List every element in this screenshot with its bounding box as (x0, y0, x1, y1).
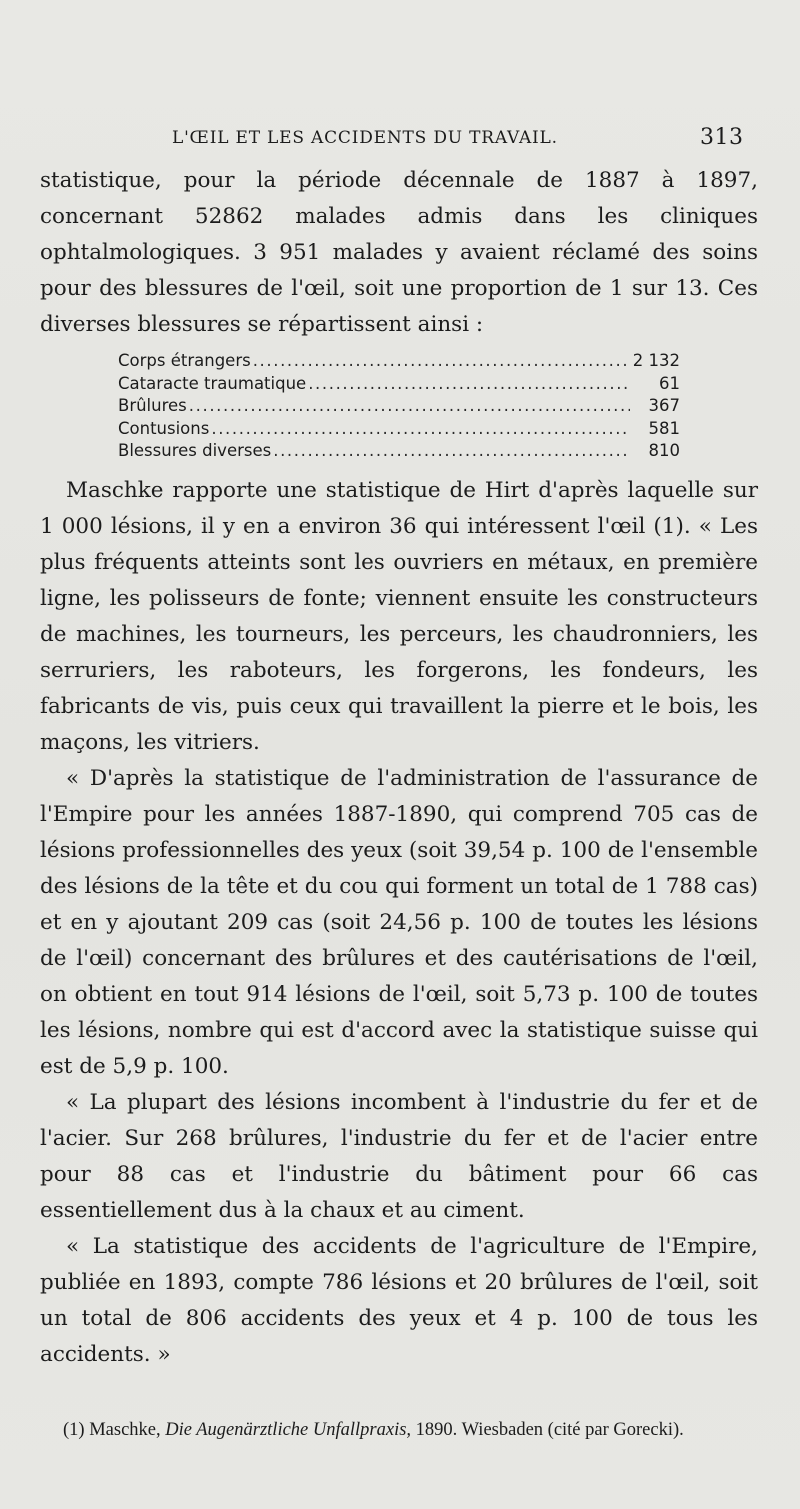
footnote-marker: (1) (63, 1420, 85, 1440)
running-title: L'ŒIL ET LES ACCIDENTS DU TRAVAIL. (172, 128, 558, 148)
footnote-rest: 1890. Wiesbaden (cité par Gorecki). (415, 1420, 684, 1440)
stat-row-corps-etrangers (118, 350, 680, 373)
dot-leader (273, 440, 630, 463)
dot-leader (211, 418, 630, 441)
paragraph-4: « La plupart des lésions incombent à l'industrie du fer et de l'acier. Sur 268 brûlures, l'industrie du fer et de l'acier entre pour 88 cas et l'industrie du bâtiment pour 66 cas essentiellement dus à la chaux et au ciment. (40, 1089, 758, 1223)
paragraph-1: statistique, pour la période décennale de 1887 à 1897, concernant 52862 malades admis dans les cliniques ophtalmologiques. 3 951 malades y avaient réclamé des soins pour des blessures de l'œil, soit une proportion de 1 sur 13. Ces diverses blessures se répartissent ainsi : (40, 168, 758, 337)
page-body (40, 163, 758, 1373)
paragraph-5: « La statistique des accidents de l'agriculture de l'Empire, publiée en 1893, compte 786 lésions et 20 brûlures de l'œil, soit un total de 806 accidents des yeux et 4 p. 100 de tous les accidents. » (40, 1233, 758, 1367)
footnote-author: Maschke, (89, 1420, 161, 1440)
stat-row-cataracte-traumatique (118, 373, 680, 396)
dot-leader (189, 395, 630, 418)
stat-label: Cataracte traumatique (118, 373, 307, 393)
stat-row-brulures (118, 395, 680, 418)
stat-value: 2 132 (632, 351, 680, 370)
dot-leader (308, 373, 630, 396)
footnote-text (45, 1418, 765, 1442)
dot-leader (253, 350, 627, 373)
footnote-book-title: Die Augenärztliche Unfallpraxis, (165, 1420, 412, 1440)
footnote (45, 1418, 765, 1442)
stat-row-contusions (118, 418, 680, 441)
stat-value: 367 (648, 396, 680, 416)
stat-label: Brûlures (118, 396, 187, 416)
stat-label: Contusions (118, 418, 210, 438)
stat-label: Blessures diverses (118, 441, 272, 461)
injury-statistics-list (118, 350, 680, 463)
stat-row-blessures-diverses (118, 440, 680, 463)
paragraph-3: « D'après la statistique de l'administration de l'assurance de l'Empire pour les années 1887-1890, qui comprend 705 cas de lésions professionnelles des yeux (soit 39,54 p. 100 de l'ensemble des lésions de la tête et du cou qui forment un total de 1 788 cas) et en y ajoutant 209 cas (soit 24,56 p. 100 de toutes les lésions de l'œil) concernant des brûlures et des cautérisations de l'œil, on obtient en tout 914 lésions de l'œil, soit 5,73 p. 100 de toutes les lésions, nombre qui est d'accord avec la statistique suisse qui est de 5,9 p. 100. (40, 765, 758, 1079)
stat-value: 61 (659, 373, 680, 393)
paragraph-2: Maschke rapporte une statistique de Hirt d'après laquelle sur 1 000 lésions, il y en a environ 36 qui intéressent l'œil (1). « Les plus fréquents atteints sont les ouvriers en métaux, en première ligne, les polisseurs de fonte; viennent ensuite les constructeurs de machines, les tourneurs, les perceurs, les chaudronniers, les serruriers, les raboteurs, les forgerons, les fondeurs, les fabricants de vis, puis ceux qui travaillent la pierre et le bois, les maçons, les vitriers. (40, 477, 758, 755)
stat-label: Corps étrangers (118, 351, 251, 370)
stat-value: 810 (648, 441, 680, 461)
running-head (0, 125, 800, 158)
page-number: 313 (700, 125, 744, 150)
stat-value: 581 (648, 418, 680, 438)
